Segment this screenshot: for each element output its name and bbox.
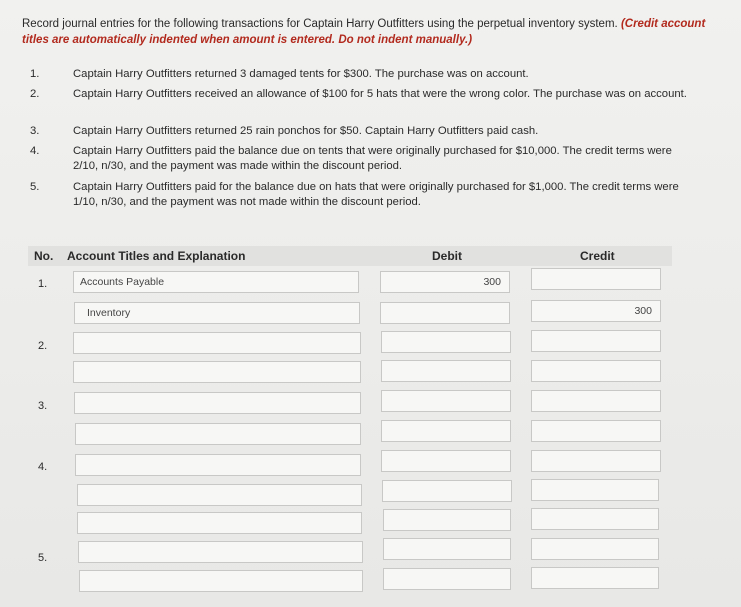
- debit-field[interactable]: [381, 360, 511, 382]
- account-field[interactable]: [75, 423, 361, 445]
- transaction-text: Captain Harry Outfitters returned 25 rain ponchos for $50. Captain Harry Outfitters paid cash.: [73, 125, 539, 137]
- credit-field[interactable]: 300: [531, 300, 661, 322]
- entry-number: 4.: [38, 461, 48, 473]
- instructions: [22, 16, 722, 48]
- account-field[interactable]: Accounts Payable: [73, 271, 359, 293]
- debit-field[interactable]: [381, 331, 511, 353]
- entry-number: 3.: [38, 400, 48, 412]
- debit-field[interactable]: 300: [380, 271, 510, 293]
- transaction-text: Captain Harry Outfitters returned 3 damaged tents for $300. The purchase was on account.: [73, 68, 529, 80]
- debit-field[interactable]: [382, 480, 512, 502]
- header-debit: Debit: [432, 249, 462, 263]
- transaction-text: Captain Harry Outfitters paid the balance due on tents that were originally purchased for $10,000. The credit terms were 2/10, n/30, and the payment was made within the discount period.: [73, 145, 672, 172]
- credit-field[interactable]: [531, 450, 661, 472]
- credit-field[interactable]: [531, 567, 659, 589]
- account-field[interactable]: Inventory: [74, 302, 360, 324]
- header-no: No.: [34, 249, 54, 263]
- transaction-number: 1.: [30, 68, 40, 80]
- transaction-text: Captain Harry Outfitters paid for the balance due on hats that were originally purchased for $1,000. The credit terms were 1/10, n/30, and the payment was not made within the discount period.: [73, 181, 679, 208]
- debit-field[interactable]: [383, 538, 511, 560]
- debit-field[interactable]: [381, 450, 511, 472]
- transaction-number: 5.: [30, 181, 40, 193]
- debit-field[interactable]: [381, 420, 511, 442]
- credit-field[interactable]: [531, 390, 661, 412]
- account-field[interactable]: [73, 332, 361, 354]
- entry-number: 5.: [38, 552, 48, 564]
- credit-field[interactable]: [531, 538, 659, 560]
- debit-field[interactable]: [383, 568, 511, 590]
- account-field[interactable]: [78, 541, 363, 563]
- debit-field[interactable]: [383, 509, 511, 531]
- credit-field[interactable]: [531, 479, 659, 501]
- credit-field[interactable]: [531, 360, 661, 382]
- credit-field[interactable]: [531, 268, 661, 290]
- entry-number: 2.: [38, 340, 48, 352]
- transaction-number: 4.: [30, 145, 40, 157]
- account-field[interactable]: [77, 484, 362, 506]
- header-account: Account Titles and Explanation: [67, 249, 246, 263]
- entry-number: 1.: [38, 278, 48, 290]
- debit-field[interactable]: [381, 390, 511, 412]
- account-field[interactable]: [77, 512, 362, 534]
- credit-field[interactable]: [531, 508, 659, 530]
- account-field[interactable]: [73, 361, 361, 383]
- transaction-number: 3.: [30, 125, 40, 137]
- debit-field[interactable]: [380, 302, 510, 324]
- transaction-number: 2.: [30, 88, 40, 100]
- account-field[interactable]: [75, 454, 361, 476]
- account-field[interactable]: [79, 570, 363, 592]
- header-credit: Credit: [580, 249, 615, 263]
- account-field[interactable]: [74, 392, 361, 414]
- instructions-text: Record journal entries for the following transactions for Captain Harry Outfitters using the perpetual inventory system.: [22, 18, 618, 30]
- transaction-text: Captain Harry Outfitters received an allowance of $100 for 5 hats that were the wrong color. The purchase was on account.: [73, 88, 687, 100]
- credit-field[interactable]: [531, 420, 661, 442]
- credit-field[interactable]: [531, 330, 661, 352]
- instructions-hint: (Credit account titles are automatically indented when amount is entered. Do not indent manually.): [22, 18, 706, 46]
